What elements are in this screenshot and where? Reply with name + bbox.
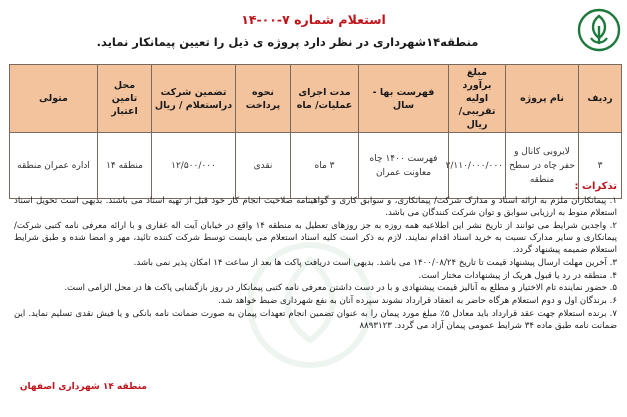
header-duration: مدت اجرای عملیات/ ماه bbox=[291, 65, 359, 133]
note-item: ۷. برنده استعلام جهت عقد قرارداد باید معادل ۵٪ مبلغ مورد پیمان را به عنوان تضمین انجام تعهدات پیمان به صورت ضمانت نامه بانکی و یا فیش نقدی تسلیم نماید. این ضمانت نامه طبق ماده ۳۴ شرایط عمومی پیمان آزاد می گردد. ۸۸۹۳۱۲۳ bbox=[14, 308, 617, 332]
notes-list bbox=[14, 195, 617, 333]
notes-title: تذکرات : bbox=[574, 181, 617, 192]
footer-signature: منطقه ۱۴ شهرداری اصفهان bbox=[19, 382, 147, 392]
note-item: ۶. برندگان اول و دوم استعلام هرگاه حاضر به انعقاد قرارداد نشوند سپرده آنان به نفع شهرداری ضبط خواهد شد. bbox=[218, 296, 617, 307]
header-price-list: فهرست بها - سال bbox=[359, 65, 449, 133]
note-item: ۱. پیمانکاران ملزم به ارائه اسناد و مدارک شرکت/ پیمانکاری، و سوابق کاری و گواهینامه صلاحیت انجام کار خود قبل از تهیه اسناد می باشند. بدیهی است تحویل اسناد استعلام منوط به ارزیابی سوابق و توان شرکت کنندگان می باشد. bbox=[14, 196, 617, 219]
header-guarantee: تضمین شرکت دراستعلام / ریال bbox=[152, 65, 236, 133]
header-funding: محل تامین اعتبار bbox=[98, 65, 152, 133]
cell-estimate: ۲/۱۱۰/۰۰۰/۰۰۰ bbox=[449, 133, 506, 199]
cell-payment: نقدی bbox=[236, 133, 291, 199]
notice-number: استعلام شماره ۷-۰۰-۱۴ bbox=[241, 12, 386, 27]
note-item: ۵. حضور نماینده تام الاختیار و مطلع به آنالیز قیمت پیشنهادی و با در دست داشتن معرفی نامه کتبی پیمانکار در روز بازگشایی پاکت ها در محل الزامی است. bbox=[64, 283, 617, 294]
note-item: ۳. آخرین مهلت ارسال پیشنهاد قیمت تا تاریخ ۱۴۰۰/۰۸/۲۴ می باشد. بدیهی است دریافت پاکت ها بعد از ساعت ۱۴ امکان پذیر نمی باشد. bbox=[133, 258, 617, 269]
note-item: ۲. واجدین شرایط می توانند از تاریخ نشر این اطلاعیه همه روزه به جز روزهای تعطیل به منطقه ۱۴ واقع در خیابان آیت اله غفاری و با ارائه معرفی نامه کتبی شرکت/ پیمانکاری و سایر مدارک نسبت به خرید اسناد اقدام نمایند. لازم به ذکر است کلیه اسناد استعلام می بایست توسط شرکت کننده تائید، مهر و امضا شده و طبق شرایط استعلام ضمیمه پیشنهاد گردد. bbox=[14, 220, 617, 256]
table-row bbox=[10, 133, 622, 199]
header-estimate: مبلغ برآورد اولیه تقریبی/ ریال bbox=[449, 65, 506, 133]
cell-trustee: اداره عمران منطقه bbox=[10, 133, 98, 199]
cell-price-list: فهرست ۱۴۰۰ چاه معاونت عمران bbox=[359, 133, 449, 199]
table-header-row bbox=[10, 65, 622, 133]
cell-duration: ۳ ماه bbox=[291, 133, 359, 199]
notice-subtitle: منطقه۱۴شهرداری در نظر دارد پروژه ی ذیل را تعیین پیمانکار نماید. bbox=[96, 35, 479, 49]
cell-project-name: لایروبی کانال و حفر چاه در سطح منطقه bbox=[506, 133, 579, 199]
header-row-number: ردیف bbox=[579, 65, 622, 133]
note-item: ۴. منطقه در رد یا قبول هریک از پیشنهادات مختار است. bbox=[418, 270, 617, 281]
cell-guarantee: ۱۲/۵۰۰/۰۰۰ bbox=[152, 133, 236, 199]
header-project-name: نام پروژه bbox=[506, 65, 579, 133]
project-table bbox=[9, 64, 622, 199]
header-trustee: متولی bbox=[10, 65, 98, 133]
cell-row-number: ۳ bbox=[579, 133, 622, 199]
header-payment: نحوه پرداخت bbox=[236, 65, 291, 133]
cell-funding: منطقه ۱۴ bbox=[98, 133, 152, 199]
